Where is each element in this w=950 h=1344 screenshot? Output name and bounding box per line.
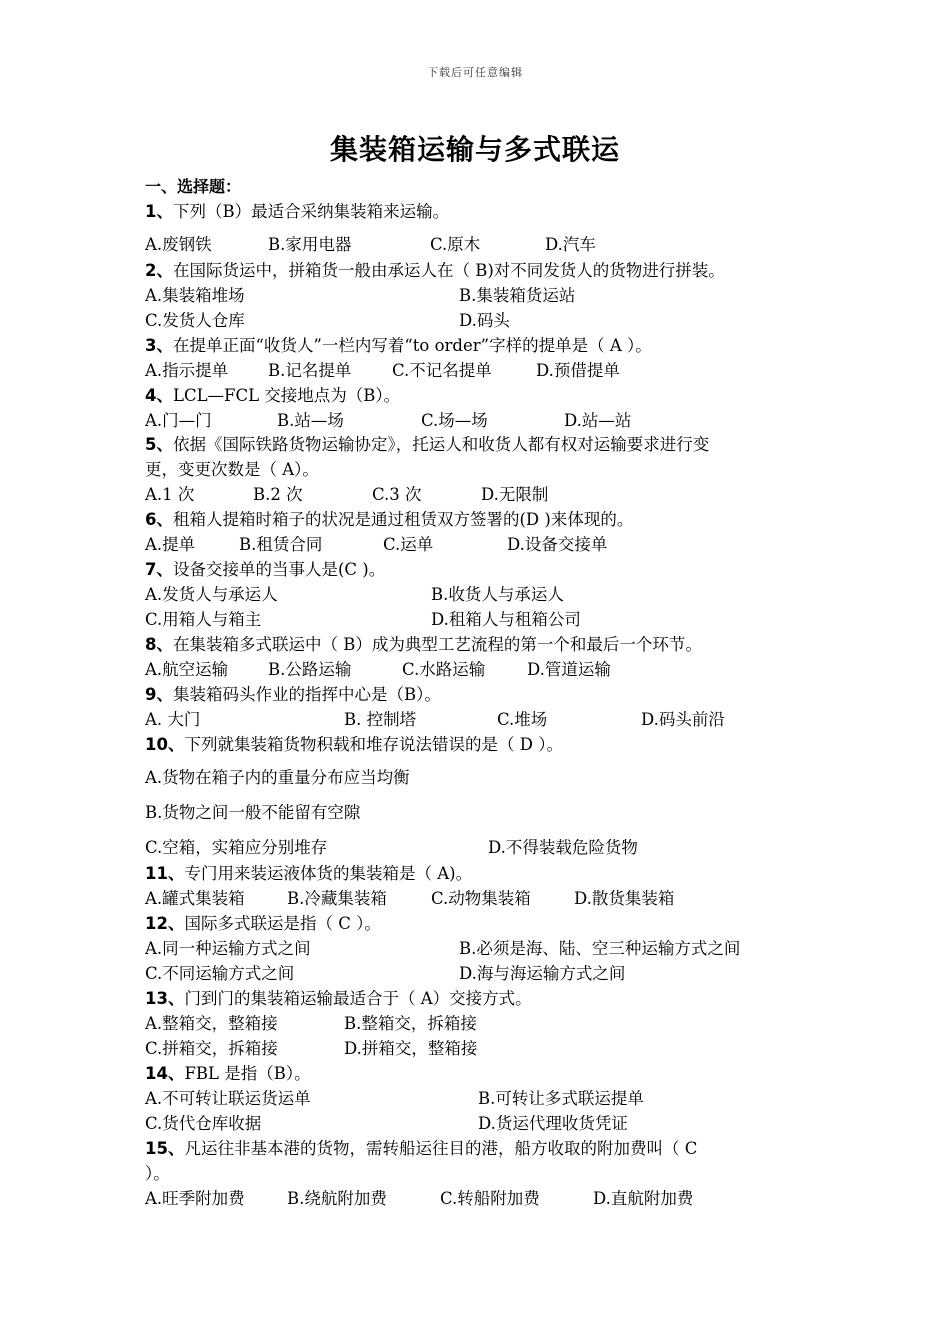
q10-option-a: A.货物在箱子内的重量分布应当均衡 (145, 768, 410, 787)
question-14: 14、FBL 是指（B）。 (145, 1064, 311, 1083)
q14-option-a: A.不可转让联运货运单 (145, 1089, 311, 1108)
q15-option-a: A.旺季附加费 (145, 1189, 245, 1208)
question-12: 12、国际多式联运是指（ C ）。 (145, 914, 381, 933)
section-heading: 一、选择题： (145, 177, 242, 196)
question-5-continued: 更，变更次数是（ A）。 (145, 460, 319, 479)
q10-option-d: D.不得装载危险货物 (488, 838, 638, 857)
q3-option-b: B.记名提单 (268, 361, 352, 380)
q7-option-d: D.租箱人与租箱公司 (431, 610, 581, 629)
q5-option-c: C.3 次 (372, 485, 422, 504)
q7-option-a: A.发货人与承运人 (145, 585, 278, 604)
q2-option-b: B.集装箱货运站 (459, 286, 576, 305)
q15-option-b: B.绕航附加费 (287, 1189, 387, 1208)
q4-option-c: C.场—场 (421, 411, 488, 430)
q2-option-d: D.码头 (459, 311, 510, 330)
question-8: 8、在集装箱多式联运中（ B）成为典型工艺流程的第一个和最后一个环节。 (145, 635, 702, 654)
q15-option-d: D.直航附加费 (593, 1189, 694, 1208)
q10-option-c: C.空箱，实箱应分别堆存 (145, 838, 328, 857)
q1-option-a: A.废钢铁 (145, 235, 212, 254)
q3-option-d: D.预借提单 (536, 361, 620, 380)
q6-option-b: B.租赁合同 (239, 535, 323, 554)
q5-option-b: B.2 次 (253, 485, 303, 504)
q3-option-a: A.指示提单 (145, 361, 229, 380)
q5-option-d: D.无限制 (481, 485, 549, 504)
q7-option-c: C.用箱人与箱主 (145, 610, 262, 629)
question-4: 4、LCL—FCL 交接地点为（B）。 (145, 386, 401, 405)
q11-option-c: C.动物集装箱 (431, 889, 531, 908)
q11-option-a: A.罐式集装箱 (145, 889, 245, 908)
q10-option-b: B.货物之间一般不能留有空隙 (145, 803, 361, 822)
question-9: 9、集装箱码头作业的指挥中心是（B）。 (145, 685, 441, 704)
q4-option-d: D.站—站 (564, 411, 632, 430)
q1-option-d: D.汽车 (545, 235, 596, 254)
q12-option-c: C.不同运输方式之间 (145, 964, 295, 983)
q2-option-a: A.集装箱堆场 (145, 286, 245, 305)
q9-option-a: A. 大门 (145, 710, 201, 729)
q11-option-d: D.散货集装箱 (574, 889, 675, 908)
q13-option-b: B.整箱交，拆箱接 (344, 1014, 477, 1033)
question-15: 15、凡运往非基本港的货物，需转船运往目的港，船方收取的附加费叫（ C (145, 1139, 698, 1158)
q14-option-c: C.货代仓库收据 (145, 1114, 262, 1133)
q9-option-c: C.堆场 (497, 710, 548, 729)
q2-option-c: C.发货人仓库 (145, 311, 245, 330)
question-3: 3、在提单正面“收货人”一栏内写着“to order”字样的提单是（ A ）。 (145, 336, 652, 355)
q14-option-b: B.可转让多式联运提单 (478, 1089, 644, 1108)
q6-option-a: A.提单 (145, 535, 196, 554)
q13-option-c: C.拼箱交，拆箱接 (145, 1039, 278, 1058)
q7-option-b: B.收货人与承运人 (431, 585, 564, 604)
q8-option-b: B.公路运输 (268, 660, 352, 679)
q15-option-c: C.转船附加费 (440, 1189, 540, 1208)
q11-option-b: B.冷藏集装箱 (287, 889, 387, 908)
q12-option-b: B.必须是海、陆、空三种运输方式之间 (459, 939, 741, 958)
question-15-continued: ）。 (145, 1164, 170, 1183)
q6-option-c: C.运单 (383, 535, 434, 554)
q14-option-d: D.货运代理收货凭证 (478, 1114, 628, 1133)
page-header-note: 下载后可任意编辑 (427, 66, 523, 79)
q3-option-c: C.不记名提单 (392, 361, 492, 380)
question-2: 2、在国际货运中，拼箱货一般由承运人在（ B)对不同发货人的货物进行拼装。 (145, 261, 725, 280)
q8-option-c: C.水路运输 (402, 660, 486, 679)
q9-option-b: B. 控制塔 (344, 710, 417, 729)
q13-option-a: A.整箱交，整箱接 (145, 1014, 278, 1033)
document-title: 集装箱运输与多式联运 (329, 133, 620, 166)
q5-option-a: A.1 次 (145, 485, 195, 504)
q12-option-d: D.海与海运输方式之间 (459, 964, 626, 983)
q13-option-d: D.拼箱交，整箱接 (344, 1039, 478, 1058)
question-11: 11、专门用来装运液体货的集装箱是（ A)。 (145, 864, 473, 883)
q4-option-a: A.门—门 (145, 411, 212, 430)
question-10: 10、下列就集装箱货物积载和堆存说法错误的是（ D ）。 (145, 735, 563, 754)
q12-option-a: A.同一种运输方式之间 (145, 939, 311, 958)
q4-option-b: B.站—场 (277, 411, 344, 430)
q1-option-b: B.家用电器 (268, 235, 352, 254)
question-7: 7、设备交接单的当事人是(C )。 (145, 560, 386, 579)
q9-option-d: D.码头前沿 (641, 710, 725, 729)
question-6: 6、租箱人提箱时箱子的状况是通过租赁双方签署的(D )来体现的。 (145, 510, 634, 529)
question-1: 1、下列（B）最适合采纳集装箱来运输。 (145, 202, 450, 221)
question-13: 13、门到门的集装箱运输最适合于（ A）交接方式。 (145, 989, 532, 1008)
question-5: 5、依据《国际铁路货物运输协定》，托运人和收货人都有权对运输要求进行变 (145, 435, 710, 454)
q6-option-d: D.设备交接单 (507, 535, 608, 554)
q8-option-a: A.航空运输 (145, 660, 229, 679)
q8-option-d: D.管道运输 (527, 660, 611, 679)
q1-option-c: C.原木 (430, 235, 481, 254)
